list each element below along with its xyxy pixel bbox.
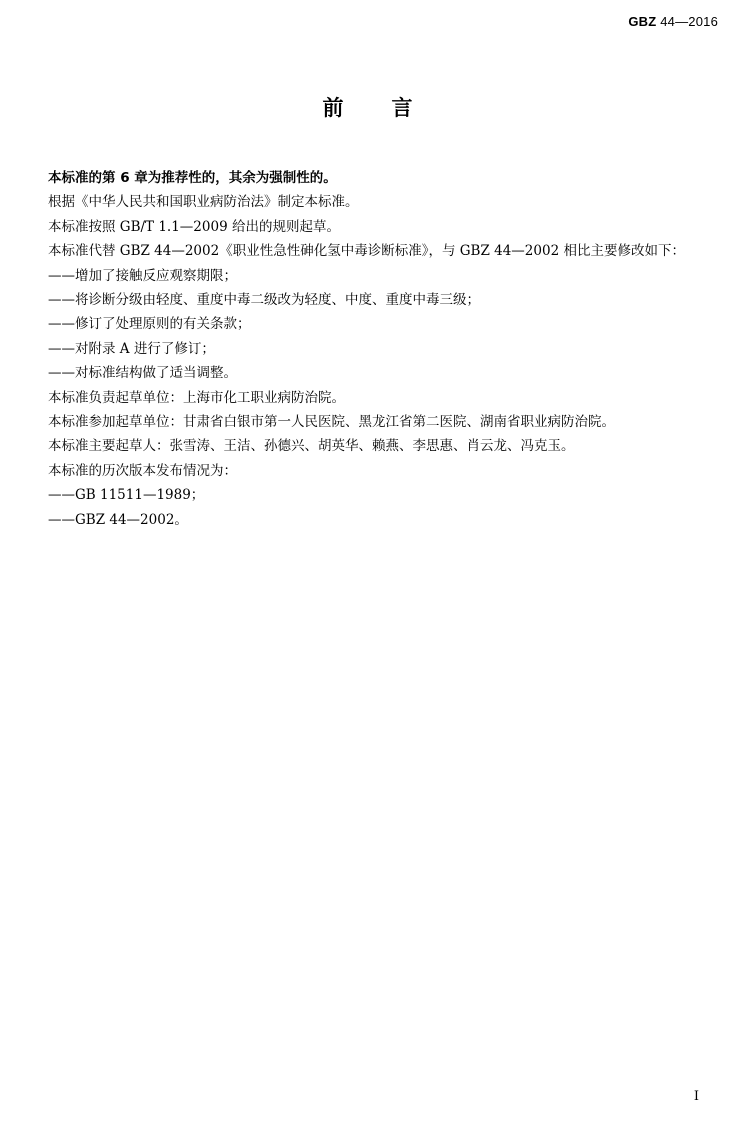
list-item-version: ——GBZ 44—2002。 bbox=[48, 511, 188, 528]
list-item-change: ——增加了接触反应观察期限； bbox=[48, 267, 237, 284]
paragraph-participating-units: 本标准参加起草单位：甘肃省白银市第一人民医院、黑龙江省第二医院、湖南省职业病防治院。 bbox=[48, 414, 615, 431]
page-title: 前言 bbox=[322, 96, 461, 120]
list-item-change: ——修订了处理原则的有关条款； bbox=[48, 316, 251, 333]
list-item-change: ——对标准结构做了适当调整。 bbox=[48, 365, 237, 382]
standard-prefix: GBZ bbox=[628, 14, 657, 29]
paragraph-recommended-chapter: 本标准的第 6 章为推荐性的，其余为强制性的。 bbox=[48, 170, 337, 186]
list-item-change: ——将诊断分级由轻度、重度中毒二级改为轻度、中度、重度中毒三级； bbox=[48, 292, 480, 309]
foreword-body bbox=[17, 166, 720, 532]
list-item-change: ——对附录 A 进行了修订； bbox=[48, 340, 215, 357]
paragraph-legal-basis: 根据《中华人民共和国职业病防治法》制定本标准。 bbox=[48, 194, 359, 211]
standard-code-header bbox=[628, 14, 718, 29]
paragraph-drafting-rules: 本标准按照 GB/T 1.1—2009 给出的规则起草。 bbox=[48, 218, 340, 235]
paragraph-version-history: 本标准的历次版本发布情况为： bbox=[48, 462, 237, 479]
list-item-version: ——GB 11511—1989； bbox=[48, 487, 205, 504]
paragraph-main-drafters: 本标准主要起草人：张雪涛、王洁、孙德兴、胡英华、赖燕、李思惠、肖云龙、冯克玉。 bbox=[48, 438, 575, 455]
paragraph-responsible-unit: 本标准负责起草单位：上海市化工职业病防治院。 bbox=[48, 389, 345, 406]
paragraph-replacement: 本标准代替 GBZ 44—2002《职业性急性砷化氢中毒诊断标准》，与 GBZ 44—2002 相比主要修改如下： bbox=[48, 243, 685, 260]
standard-number: 44—2016 bbox=[656, 14, 718, 29]
page-number: I bbox=[693, 1089, 699, 1104]
